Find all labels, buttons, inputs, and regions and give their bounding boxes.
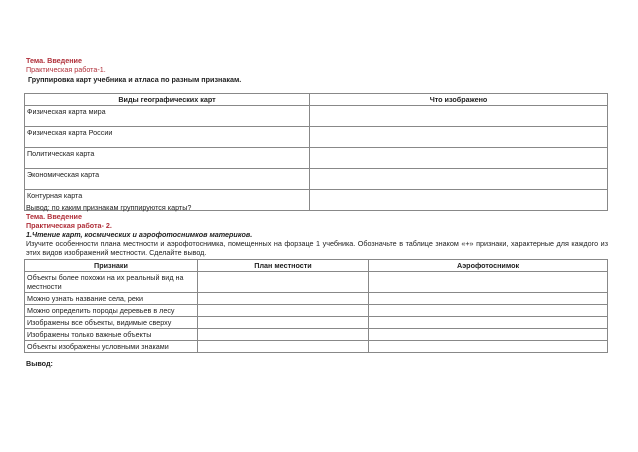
- conclusion-question-1: Вывод: по каким признакам группируются карты?: [26, 203, 192, 212]
- aerophoto-cell[interactable]: [369, 341, 608, 353]
- answer-cell[interactable]: [310, 169, 608, 190]
- header-depicted: Что изображено: [310, 94, 608, 106]
- table-row: [25, 293, 608, 305]
- instructions-text: Изучите особенности плана местности и аэрофотоснимка, помещенных на форзаце 1 учебника. Обозначьте в таблице знаком «+» признаки, характерные для каждого из этих видов изображений местности. Сделайте вывод.: [26, 239, 608, 257]
- header-map-types: Виды географических карт: [25, 94, 310, 106]
- row-label: Изображены все объекты, видимые сверху: [25, 317, 198, 329]
- answer-cell[interactable]: [310, 127, 608, 148]
- table-row: [25, 106, 608, 127]
- map-types-table: [24, 93, 608, 211]
- header-features: Признаки: [25, 260, 198, 272]
- row-label: Политическая карта: [25, 148, 310, 169]
- row-label: Объекты более похожи на их реальный вид на местности: [25, 272, 198, 293]
- table-row: [25, 341, 608, 353]
- header-plan: План местности: [198, 260, 369, 272]
- conclusion-label-2: Вывод:: [26, 359, 53, 368]
- table-row: [25, 317, 608, 329]
- task-1-title: Группировка карт учебника и атласа по разным признакам.: [28, 75, 242, 84]
- table-row: [25, 127, 608, 148]
- header-aerophoto: Аэрофотоснимок: [369, 260, 608, 272]
- plan-cell[interactable]: [198, 341, 369, 353]
- table-row: [25, 148, 608, 169]
- row-label: Экономическая карта: [25, 169, 310, 190]
- row-label: Объекты изображены условными знаками: [25, 341, 198, 353]
- plan-cell[interactable]: [198, 272, 369, 293]
- plan-cell[interactable]: [198, 293, 369, 305]
- aerophoto-cell[interactable]: [369, 293, 608, 305]
- plan-cell[interactable]: [198, 305, 369, 317]
- answer-cell[interactable]: [310, 190, 608, 211]
- table-row: [25, 169, 608, 190]
- row-label: Физическая карта мира: [25, 106, 310, 127]
- topic-heading-1: Тема. Введение: [26, 56, 82, 65]
- row-label: Можно узнать название села, реки: [25, 293, 198, 305]
- topic-heading-2: Тема. Введение: [26, 212, 82, 221]
- features-table: [24, 259, 608, 353]
- table-row: [25, 305, 608, 317]
- plan-cell[interactable]: [198, 329, 369, 341]
- aerophoto-cell[interactable]: [369, 272, 608, 293]
- practical-work-2-title: Практическая работа- 2.: [26, 221, 112, 230]
- answer-cell[interactable]: [310, 106, 608, 127]
- aerophoto-cell[interactable]: [369, 329, 608, 341]
- aerophoto-cell[interactable]: [369, 317, 608, 329]
- table-row: [25, 272, 608, 293]
- aerophoto-cell[interactable]: [369, 305, 608, 317]
- row-label: Можно определить породы деревьев в лесу: [25, 305, 198, 317]
- row-label: Физическая карта России: [25, 127, 310, 148]
- answer-cell[interactable]: [310, 148, 608, 169]
- row-label: Контурная карта: [25, 190, 310, 211]
- task-2-title: 1.Чтение карт, космических и аэрофотоснимков материков.: [26, 230, 253, 239]
- plan-cell[interactable]: [198, 317, 369, 329]
- row-label: Изображены только важные объекты: [25, 329, 198, 341]
- practical-work-1-title: Практическая работа-1.: [26, 65, 106, 74]
- table-row: [25, 329, 608, 341]
